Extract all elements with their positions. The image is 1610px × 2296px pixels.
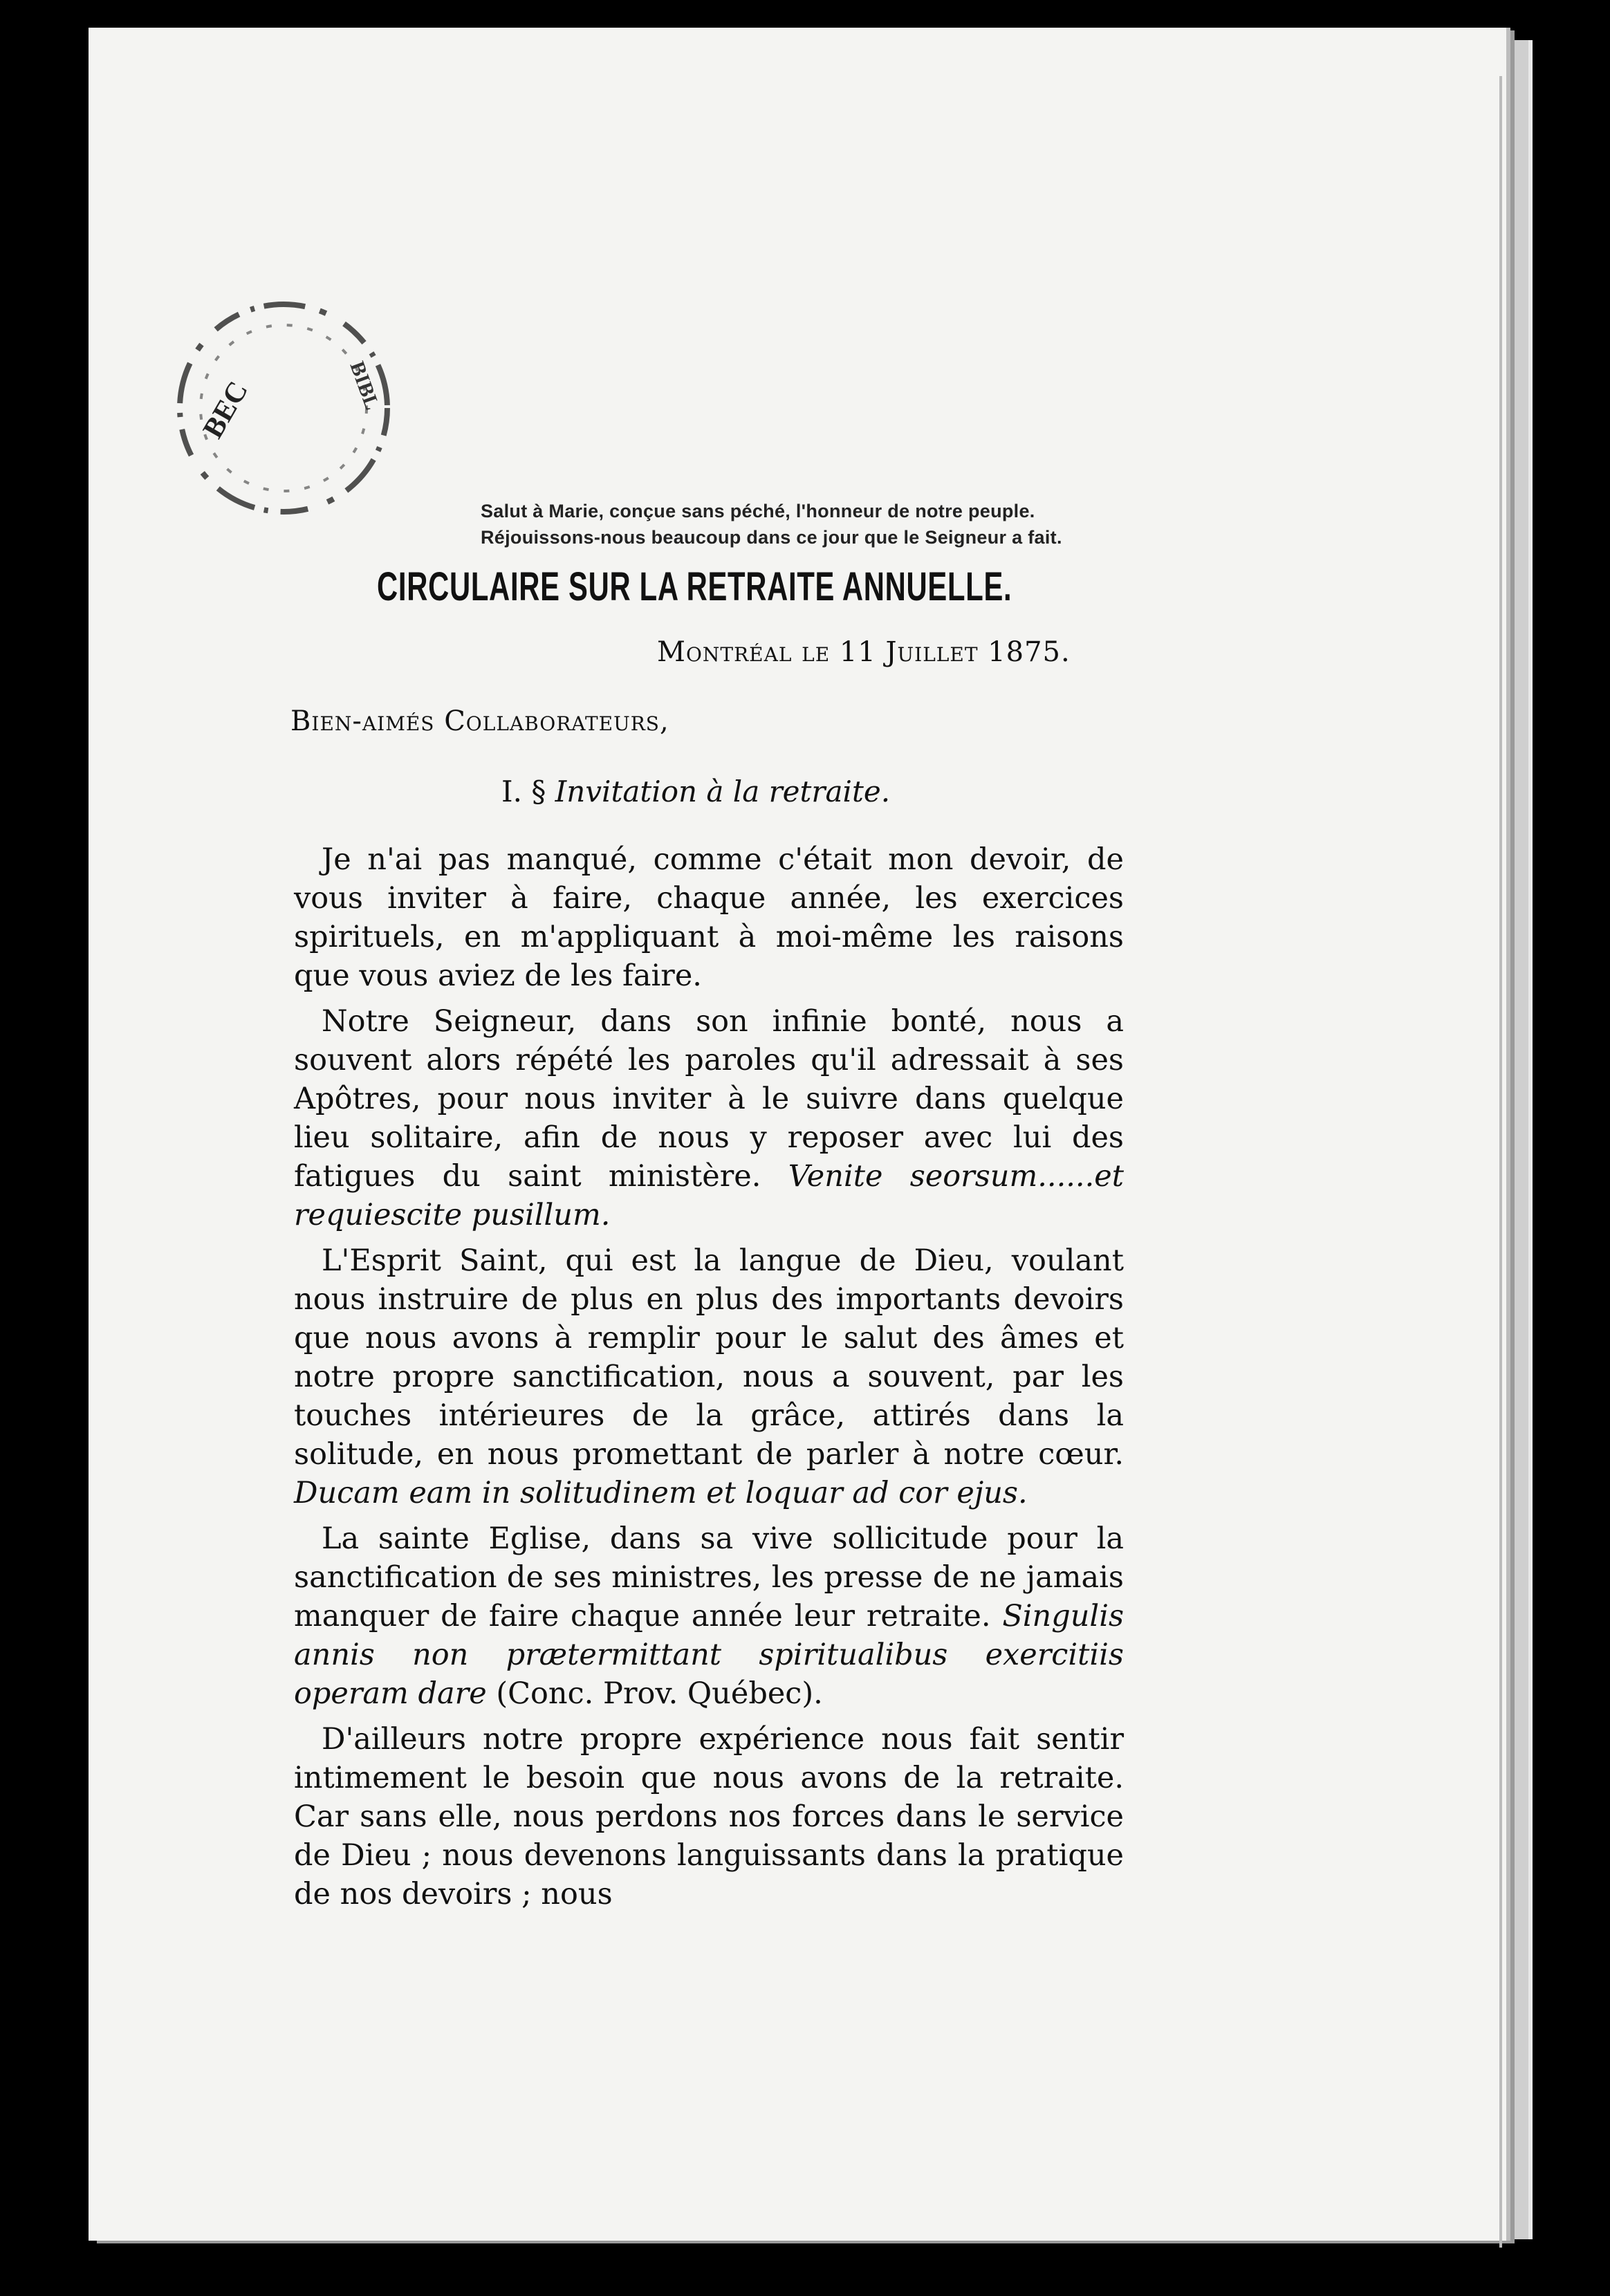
paragraph-3 (294, 1241, 1124, 1512)
section-symbol: § (531, 775, 546, 808)
paragraph-4-text: La sainte Eglise, dans sa vive sollicitude pour la sanctification de ses ministres, les presse de ne jamais manquer de faire chaque année leur retraite. (294, 1521, 1124, 1633)
paragraph-4 (294, 1519, 1124, 1713)
section-number: I. (501, 775, 522, 808)
paragraph-2-text: Notre Seigneur, dans son infinie bonté, nous a souvent alors répété les paroles qu'il adressait à ses Apôtres, pour nous inviter à le suivre dans quelque lieu solitaire, afin de nous y reposer avec lui des fatigues du saint ministère. (294, 1004, 1124, 1194)
paragraph-3-latin-quote: Ducam eam in solitudinem et loquar ad cor ejus. (294, 1476, 1028, 1510)
paragraph-1-text: Je n'ai pas manqué, comme c'était mon devoir, de vous inviter à faire, chaque année, les exercices spirituels, en m'appliquant à moi-même les raisons que vous aviez de les faire. (294, 842, 1124, 993)
svg-text:BIBL: BIBL (345, 358, 384, 413)
page-edge-line (1499, 76, 1502, 2248)
paragraph-5-text: D'ailleurs notre propre expérience nous fait sentir intimement le besoin que nous avons de la retraite. Car sans elle, nous perdons nos forces dans le service de Dieu ; nous devenons languissants dans la pratique de nos devoirs ; nous (294, 1722, 1124, 1911)
body-text (294, 840, 1124, 1920)
paragraph-3-text: L'Esprit Saint, qui est la langue de Dieu, voulant nous instruire de plus en plus des importants devoirs que nous avons à remplir pour le salut des âmes et notre propre sanctification, nous a souvent, par les touches intérieures de la grâce, attirés dans la solitude, en nous promettant de parler à notre cœur. (294, 1243, 1124, 1472)
paragraph-2 (294, 1002, 1124, 1234)
svg-text:BEC: BEC (196, 376, 255, 444)
paragraph-2-latin-quote: Venite seorsum......et requiescite pusillum. (294, 1159, 1124, 1232)
epigraph-line-2: Réjouissons-nous beaucoup dans ce jour que le Seigneur a fait. (481, 527, 1062, 548)
dateline: Montréal le 11 Juillet 1875. (657, 636, 1071, 668)
paragraph-5 (294, 1720, 1124, 1914)
epigraph (481, 498, 1380, 550)
paragraph-4-latin-quote: Singulis annis non prætermittant spiritualibus exercitiis operam dare (294, 1599, 1125, 1711)
paragraph-4-reference: (Conc. Prov. Québec). (496, 1676, 823, 1711)
document-title: CIRCULAIRE SUR LA RETRAITE ANNUELLE. (377, 564, 1012, 609)
library-stamp (138, 263, 429, 526)
epigraph-line-1: Salut à Marie, conçue sans péché, l'honneur de notre peuple. (481, 501, 1035, 521)
salutation: Bien-aimés Collaborateurs, (290, 705, 669, 737)
section-heading (501, 775, 1124, 808)
section-title: Invitation à la retraite. (555, 775, 891, 808)
paragraph-1 (294, 840, 1124, 995)
